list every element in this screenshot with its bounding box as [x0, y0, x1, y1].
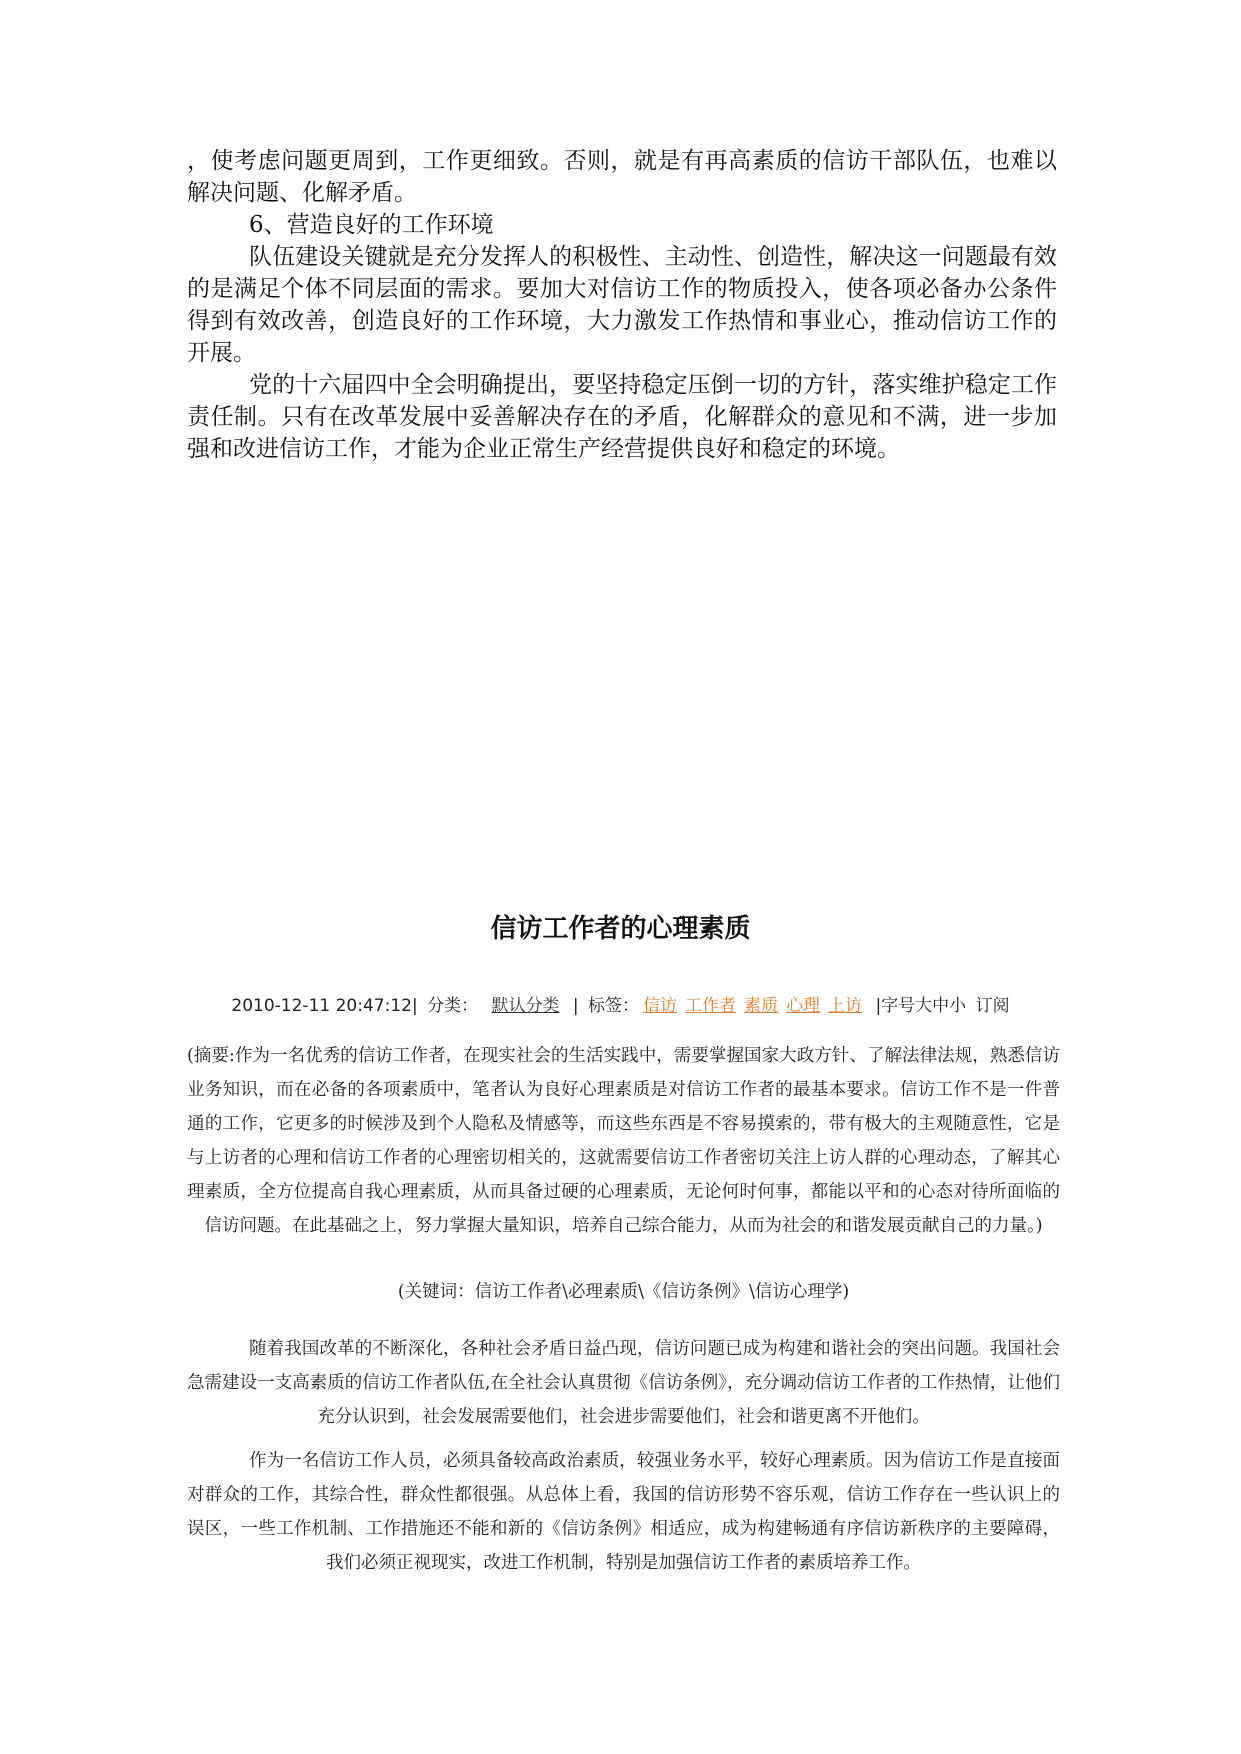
- category-label: 分类：: [427, 996, 479, 1016]
- tag-link[interactable]: 信访: [643, 996, 678, 1016]
- post-datetime: 2010-12-11 20:47:12|: [231, 996, 418, 1016]
- tag-link[interactable]: 心理: [786, 996, 821, 1016]
- keywords: [187, 1275, 1060, 1309]
- article-paragraph-2: [187, 1444, 1060, 1580]
- previous-article-tail: [187, 145, 1057, 465]
- subscribe-link[interactable]: 订阅: [975, 996, 1010, 1016]
- category-link[interactable]: 默认分类: [491, 996, 560, 1016]
- paragraph: 随着我国改革的不断深化，各种社会矛盾日益凸现，信访问题已成为构建和谐社会的突出问题。我国社会急需建设一支高素质的信访工作者队伍,在全社会认真贯彻《信访条例》，充分调动信访工作者的工作热情，让他们充分认识到，社会发展需要他们，社会进步需要他们，社会和谐更离不开他们。: [187, 1339, 1060, 1427]
- font-size-control[interactable]: |字号大中小: [875, 996, 967, 1016]
- section-heading: 6、营造良好的工作环境: [249, 212, 494, 238]
- abstract-text: (摘要:作为一名优秀的信访工作者，在现实社会的生活实践中，需要掌握国家大政方针、了解法律法规，熟悉信访业务知识，而在必备的各项素质中，笔者认为良好心理素质是对信访工作者的最基本要求。信访工作不是一件普通的工作，它更多的时候涉及到个人隐私及情感等，而这些东西是不容易摸索的，带有极大的主观随意性，它是与上访者的心理和信访工作者的心理密切相关的，这就需要信访工作者密切关注上访人群的心理动态，了解其心理素质，全方位提高自我心理素质，从而具备过硬的心理素质，无论何时何事，都能以平和的心态对待所面临的信访问题。在此基础之上，努力掌握大量知识，培养自己综合能力，从而为社会的和谐发展贡献自己的力量。): [187, 1046, 1060, 1236]
- tags-label: 标签：: [588, 996, 640, 1016]
- tag-link[interactable]: 素质: [744, 996, 779, 1016]
- tag-link[interactable]: 上访: [828, 996, 863, 1016]
- article-meta: [0, 991, 1241, 1016]
- abstract: [187, 1039, 1060, 1243]
- paragraph: 作为一名信访工作人员，必须具备较高政治素质，较强业务水平，较好心理素质。因为信访工作是直接面对群众的工作，其综合性，群众性都很强。从总体上看，我国的信访形势不容乐观，信访工作存在一些认识上的误区，一些工作机制、工作措施还不能和新的《信访条例》相适应，成为构建畅通有序信访新秩序的主要障碍，我们必须正视现实，改进工作机制，特别是加强信访工作者的素质培养工作。: [187, 1451, 1060, 1573]
- paragraph: 队伍建设关键就是充分发挥人的积极性、主动性、创造性，解决这一问题最有效的是满足个体不同层面的需求。要加大对信访工作的物质投入，使各项必备办公条件得到有效改善，创造良好的工作环境，大力激发工作热情和事业心，推动信访工作的开展。: [187, 244, 1057, 366]
- paragraph: 党的十六届四中全会明确提出，要坚持稳定压倒一切的方针，落实维护稳定工作责任制。只有在改革发展中妥善解决存在的矛盾，化解群众的意见和不满，进一步加强和改进信访工作，才能为企业正常生产经营提供良好和稳定的环境。: [187, 372, 1057, 462]
- tag-link[interactable]: 工作者: [685, 996, 737, 1016]
- meta-separator: |: [572, 996, 579, 1016]
- article-paragraph-1: [187, 1332, 1060, 1434]
- paragraph: ，使考虑问题更周到，工作更细致。否则，就是有再高素质的信访干部队伍，也难以解决问题、化解矛盾。: [187, 148, 1057, 206]
- keywords-text: (关键词：信访工作者\必理素质\《信访条例》\信访心理学): [397, 1282, 850, 1302]
- article-title: 信访工作者的心理素质: [490, 914, 751, 944]
